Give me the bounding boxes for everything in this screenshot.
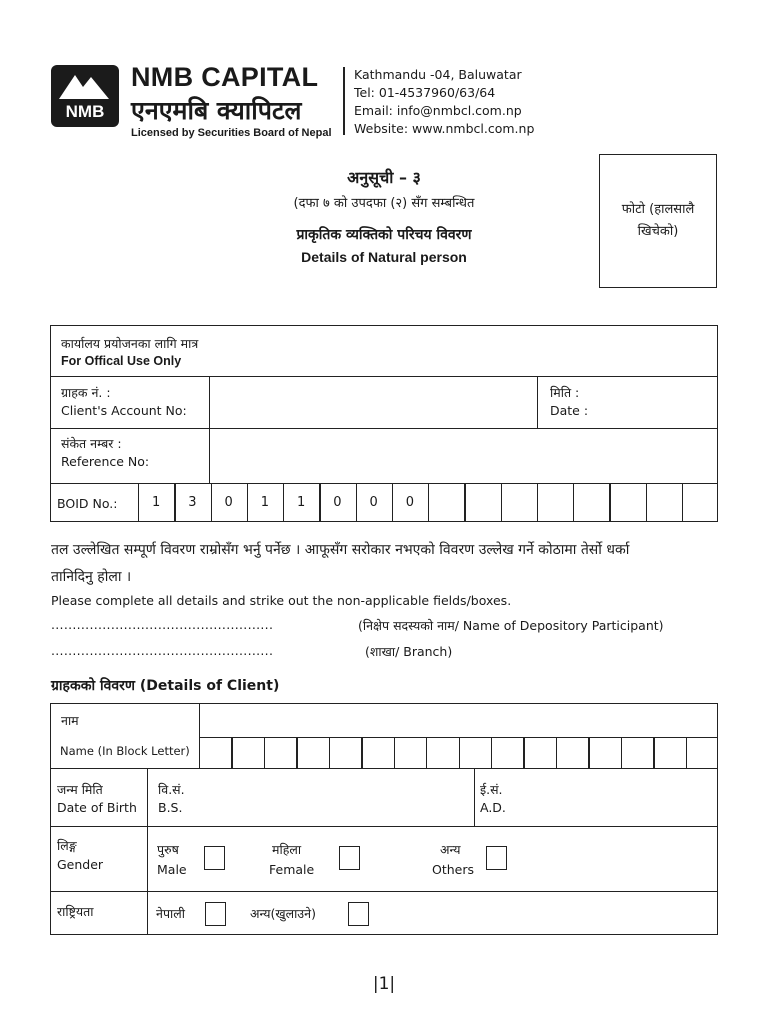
- boid-digit-cell[interactable]: 1: [260, 495, 270, 510]
- name-letter-cell[interactable]: [687, 738, 717, 767]
- col-divider: [474, 768, 475, 827]
- logo-text: NMB: [65, 102, 105, 121]
- name-letter-cell[interactable]: [297, 738, 327, 767]
- other-nationality-checkbox[interactable]: [348, 902, 369, 926]
- boid-cell-divider: [428, 484, 429, 521]
- others-label-en: Others: [432, 862, 475, 877]
- office-heading-np: कार्यालय प्रयोजनका लागि मात्र: [61, 336, 199, 351]
- male-label-np: पुरुष: [157, 842, 179, 857]
- others-checkbox[interactable]: [486, 846, 507, 870]
- account-label-en: Client's Account No:: [61, 403, 187, 418]
- name-letter-cell[interactable]: [524, 738, 554, 767]
- page-number: |1|: [372, 974, 396, 994]
- female-label-np: महिला: [272, 842, 302, 857]
- boid-cell-divider: [501, 484, 502, 521]
- boid-label: BOID No.:: [57, 496, 118, 511]
- telephone: Tel: 01-4537960/63/64: [354, 85, 496, 100]
- branch-field[interactable]: ....................................................: [51, 643, 274, 658]
- row-divider: [50, 891, 718, 892]
- name-letter-cell[interactable]: [200, 738, 230, 767]
- reference-label-en: Reference No:: [61, 454, 150, 469]
- dp-name-label: (निक्षेप सदस्यको नाम/ Name of Depository Participant): [358, 618, 664, 633]
- reference-field[interactable]: [211, 430, 717, 483]
- instruction-np-2: तानिदिनु होला ।: [51, 569, 132, 585]
- name-letter-cell[interactable]: [427, 738, 457, 767]
- reference-label-np: संकेत नम्बर :: [61, 436, 122, 451]
- boid-digit-cell[interactable]: 3: [188, 495, 197, 510]
- dp-name-field[interactable]: ....................................................: [51, 617, 274, 632]
- male-label-en: Male: [157, 862, 187, 877]
- brand-name-np: एनएमबि क्यापिटल: [131, 96, 302, 125]
- boid-cell-divider: [464, 484, 465, 521]
- clause-text: (दफा ७ को उपदफा (२) सँग सम्बन्धित: [293, 196, 475, 211]
- dob-label-en: Date of Birth: [57, 800, 137, 815]
- contact-info: [354, 66, 534, 138]
- header-divider: [343, 67, 345, 135]
- col-divider: [147, 768, 148, 935]
- ad-label-np: ई.सं.: [480, 782, 503, 797]
- boid-digit-cell[interactable]: 0: [405, 495, 415, 510]
- other-nationality-label: अन्य(खुलाउने): [250, 906, 316, 921]
- boid-digit-cell[interactable]: 0: [333, 495, 342, 510]
- company-logo: [51, 65, 119, 127]
- instruction-en: Please complete all details and strike out the non-applicable fields/boxes.: [51, 593, 512, 608]
- boid-cell-divider: [646, 484, 647, 521]
- others-label-np: अन्य: [440, 842, 461, 857]
- date-label-en: Date :: [550, 403, 589, 418]
- name-label-np: नाम: [61, 713, 79, 728]
- name-letter-cell[interactable]: [362, 738, 392, 767]
- name-letter-cell[interactable]: [589, 738, 619, 767]
- branch-label: (शाखा/ Branch): [365, 644, 453, 659]
- nepali-label: नेपाली: [156, 906, 185, 921]
- bs-label-np: वि.सं.: [158, 782, 185, 797]
- boid-cell-divider: [609, 484, 610, 521]
- dob-bs-field[interactable]: [200, 770, 472, 825]
- dob-label-np: जन्म मिति: [57, 782, 103, 797]
- name-letter-cell[interactable]: [557, 738, 587, 767]
- schedule-title: अनुसूची – ३: [347, 168, 421, 187]
- photo-box: [599, 154, 717, 288]
- name-letter-cell[interactable]: [232, 738, 262, 767]
- form-title-np: प्राकृतिक व्यक्तिको परिचय विवरण: [296, 227, 472, 243]
- row-divider: [50, 483, 718, 484]
- name-letter-cell[interactable]: [654, 738, 684, 767]
- boid-cell-divider: [537, 484, 538, 521]
- email: Email: info@nmbcl.com.np: [354, 103, 522, 118]
- name-letter-cell[interactable]: [330, 738, 360, 767]
- name-letter-cell[interactable]: [460, 738, 490, 767]
- name-letter-cell[interactable]: [265, 738, 295, 767]
- name-label-en: Name (In Block Letter): [60, 744, 190, 758]
- address: Kathmandu -04, Baluwatar: [354, 67, 522, 82]
- name-letter-cell[interactable]: [622, 738, 652, 767]
- boid-cell-divider: [573, 484, 574, 521]
- row-divider: [50, 826, 718, 827]
- name-letter-cell[interactable]: [395, 738, 425, 767]
- photo-label-2: खिचेको): [637, 224, 679, 239]
- brand-name-en: NMB CAPITAL: [131, 62, 319, 92]
- account-field[interactable]: [211, 378, 536, 428]
- nationality-label: राष्ट्रियता: [57, 904, 94, 919]
- male-checkbox[interactable]: [204, 846, 225, 870]
- office-heading-en: For Offical Use Only: [61, 354, 182, 368]
- website: Website: www.nmbcl.com.np: [354, 121, 535, 136]
- photo-label-1: फोटो (हालसालै: [621, 202, 695, 217]
- boid-digit-cell[interactable]: 1: [151, 495, 161, 510]
- date-label-np: मिति :: [550, 385, 580, 400]
- nepali-checkbox[interactable]: [205, 902, 226, 926]
- form-title-en: Details of Natural person: [301, 249, 467, 265]
- boid-digit-cell[interactable]: 1: [296, 495, 306, 510]
- bs-label-en: B.S.: [158, 800, 183, 815]
- boid-digit-cell[interactable]: 0: [224, 495, 233, 510]
- gender-label-np: लिङ्ग: [57, 838, 77, 853]
- name-letter-cell[interactable]: [492, 738, 522, 767]
- name-np-field[interactable]: [201, 705, 717, 737]
- ad-label-en: A.D.: [480, 800, 506, 815]
- account-label-np: ग्राहक नं. :: [61, 385, 111, 400]
- female-label-en: Female: [269, 862, 315, 877]
- col-divider: [537, 376, 538, 429]
- gender-label-en: Gender: [57, 857, 104, 872]
- dob-ad-field[interactable]: [515, 770, 715, 825]
- female-checkbox[interactable]: [339, 846, 360, 870]
- instruction-np-1: तल उल्लेखित सम्पूर्ण विवरण राम्रोसँग भर्नु पर्नेछ । आफूसँग सरोकार नभएको विवरण उल्लेख गर्ने कोठामा तेर्सो धर्का: [51, 542, 630, 558]
- boid-cell-divider: [682, 484, 683, 521]
- license-text: Licensed by Securities Board of Nepal: [131, 127, 332, 139]
- boid-digit-cell[interactable]: 0: [369, 495, 378, 510]
- client-details-heading: ग्राहकको विवरण (Details of Client): [51, 678, 280, 694]
